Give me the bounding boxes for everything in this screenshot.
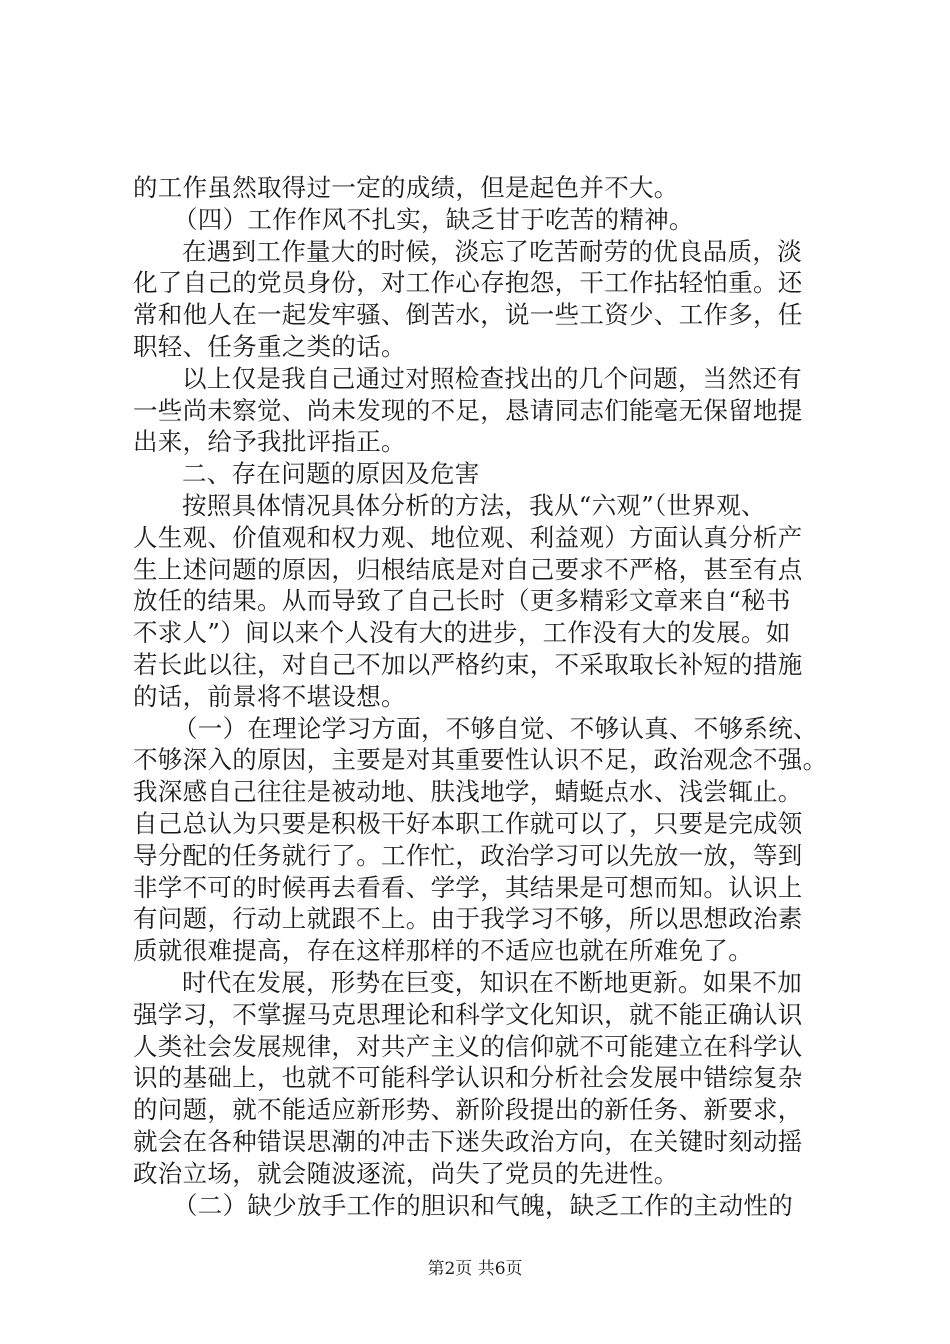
- body-line: 一些尚未察觉、尚未发现的不足，恳请同志们能毫无保留地提: [133, 395, 803, 425]
- body-line: 政治立场，就会随波逐流，尚失了党员的先进性。: [133, 1158, 679, 1188]
- body-line: 识的基础上，也就不可能科学认识和分析社会发展中错综复杂: [133, 1063, 803, 1093]
- page-number-footer: 第2页 共6页: [427, 1259, 523, 1279]
- body-line: 自己总认为只要是积极干好本职工作就可以了，只要是完成领: [133, 808, 803, 838]
- body-line: 以上仅是我自己通过对照检查找出的几个问题，当然还有: [182, 363, 802, 393]
- body-line: 的工作虽然取得过一定的成绩，但是起色并不大。: [133, 173, 679, 202]
- body-line: 在遇到工作量大的时候，淡忘了吃苦耐劳的优良品质，淡: [182, 236, 802, 266]
- body-line: 化了自己的党员身份，对工作心存抱怨，干工作拈轻怕重。还: [133, 268, 803, 298]
- body-line: 人类社会发展规律，对共产主义的信仰就不可能建立在科学认: [133, 1031, 803, 1061]
- section-heading: （四）工作作风不扎实，缺乏甘于吃苦的精神。: [173, 204, 694, 234]
- body-line: 出来，给予我批评指正。: [133, 427, 406, 457]
- body-line: 就会在各种错误思潮的冲击下迷失政治方向，在关键时刻动摇: [133, 1126, 803, 1156]
- body-line: 若长此以往，对自己不加以严格约束，不采取取长补短的措施: [133, 649, 803, 679]
- section-heading: （一）在理论学习方面，不够自觉、不够认真、不够系统、: [173, 713, 818, 743]
- body-line: 的问题，就不能适应新形势、新阶段提出的新任务、新要求，: [133, 1095, 803, 1125]
- body-line: 不够深入的原因，主要是对其重要性认识不足，政治观念不强。: [133, 745, 828, 775]
- body-line: 职轻、任务重之类的话。: [133, 331, 406, 361]
- body-line: 我深感自己往往是被动地、肤浅地学，蜻蜓点水、浅尝辄止。: [133, 777, 803, 807]
- body-line: 生上述问题的原因，归根结底是对自己要求不严格，甚至有点: [133, 554, 803, 584]
- body-line: 的话，前景将不堪设想。: [133, 681, 406, 711]
- body-line: 强学习，不掌握马克思理论和科学文化知识，就不能正确认识: [133, 999, 803, 1029]
- document-body: [133, 172, 833, 1221]
- body-line: 有问题，行动上就跟不上。由于我学习不够，所以思想政治素: [133, 904, 803, 934]
- body-line: 导分配的任务就行了。工作忙，政治学习可以先放一放，等到: [133, 840, 803, 870]
- body-line: 人生观、价值观和权力观、地位观、利益观）方面认真分析产: [133, 522, 803, 552]
- body-line: 不求人”）间以来个人没有大的进步，工作没有大的发展。如: [133, 618, 791, 648]
- body-line: 按照具体情况具体分析的方法，我从“六观”（世界观、: [182, 490, 766, 520]
- section-heading: 二、存在问题的原因及危害: [182, 459, 480, 489]
- section-heading: （二）缺少放手工作的胆识和气魄，缺乏工作的主动性的: [173, 1190, 793, 1220]
- body-line: 放任的结果。从而导致了自己长时（更多精彩文章来自“秘书: [133, 586, 791, 616]
- body-line: 质就很难提高，存在这样那样的不适应也就在所难免了。: [133, 936, 753, 966]
- body-line: 常和他人在一起发牢骚、倒苦水，说一些工资少、工作多，任: [133, 300, 803, 330]
- body-line: 时代在发展，形势在巨变，知识在不断地更新。如果不加: [182, 967, 802, 997]
- body-line: 非学不可的时候再去看看、学学，其结果是可想而知。认识上: [133, 872, 803, 902]
